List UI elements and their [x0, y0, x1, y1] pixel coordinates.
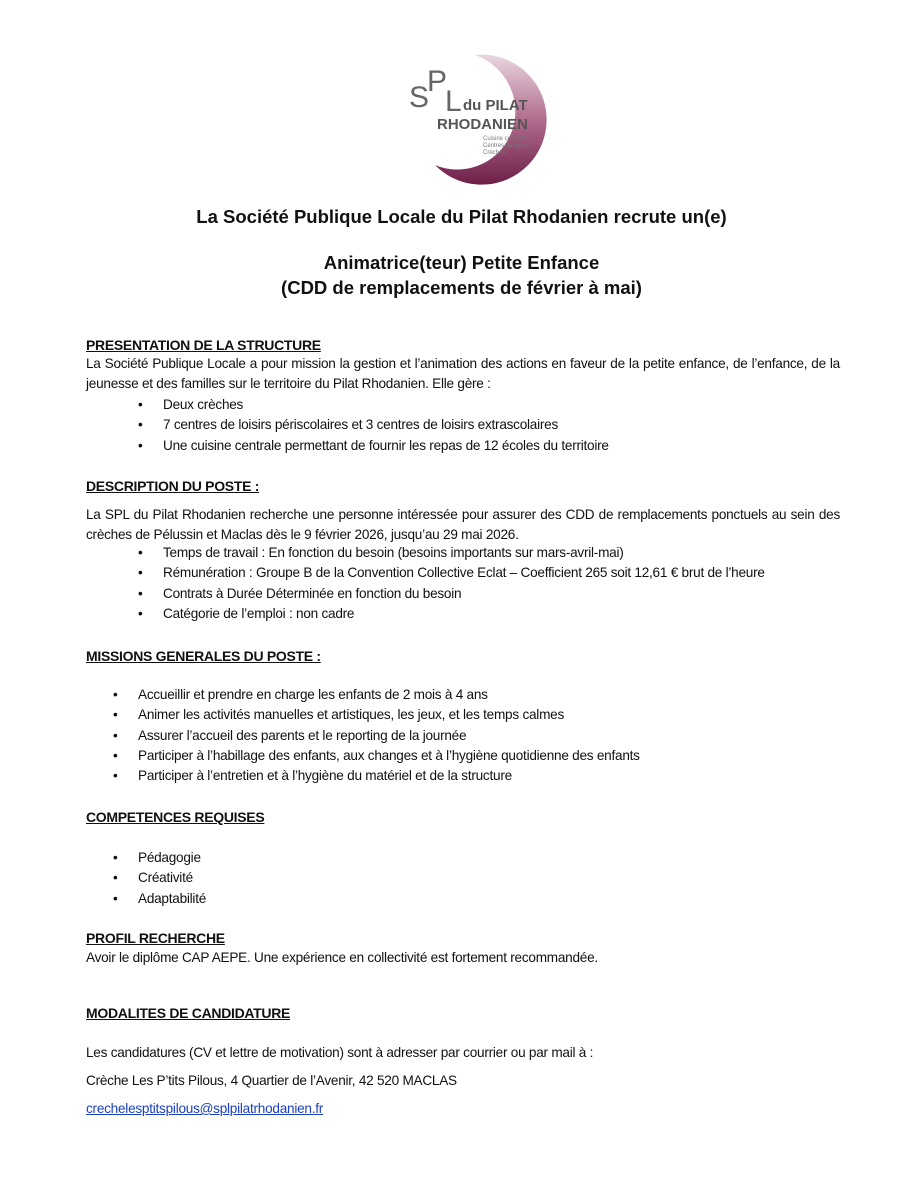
modalites-text: Les candidatures (CV et lettre de motivation) sont à adresser par courrier ou par mail à : [86, 1045, 594, 1060]
list-item: • Participer à l’entretien et à l’hygiène du matériel et de la structure [113, 768, 512, 784]
svg-text:RHODANIEN: RHODANIEN [437, 116, 528, 133]
description-text: La SPL du Pilat Rhodanien recherche une personne intéressée pour assurer des CDD de remplacements ponctuels au sein des crèches de Pélussin et Maclas dès le 9 février 2026, jusqu’au 29 mai 2026. [86, 507, 840, 542]
competences-list [113, 848, 207, 909]
list-item: • Contrats à Durée Déterminée en fonction du besoin [138, 585, 462, 601]
presentation-text: La Société Publique Locale a pour mission la gestion et l’animation des actions en faveur de la petite enfance, de l’enfance, de la jeunesse et des familles sur le territoire du Pilat Rhodanien. Elle gère : [86, 356, 840, 391]
svg-text:Crèches: Crèches [483, 150, 506, 156]
missions-heading: MISSIONS GENERALES DU POSTE : [86, 648, 321, 664]
svg-text:S: S [409, 81, 430, 114]
list-item: • Assurer l’accueil des parents et le reporting de la journée [113, 727, 467, 743]
svg-text:Cuisine centrale: Cuisine centrale [483, 136, 527, 142]
list-item: • Une cuisine centrale permettant de fournir les repas de 12 écoles du territoire [138, 437, 609, 453]
list-item: • Participer à l’habillage des enfants, aux changes et à l’hygiène quotidienne des enfants [113, 747, 640, 763]
list-item: • Temps de travail : En fonction du besoin (besoins importants sur mars-avril-mai) [138, 545, 624, 560]
main-title: La Société Publique Locale du Pilat Rhodanien recrute un(e) [196, 206, 727, 227]
svg-text:L: L [445, 85, 462, 118]
missions-list [113, 685, 640, 786]
job-subtitle: (CDD de remplacements de février à mai) [281, 277, 642, 298]
postal-address: Crèche Les P’tits Pilous, 4 Quartier de l’Avenir, 42 520 MACLAS [86, 1073, 457, 1088]
svg-text:P: P [427, 65, 448, 98]
email-link[interactable]: crechelesptitspilous@splpilatrhodanien.fr [86, 1101, 324, 1116]
spl-logo [395, 45, 555, 185]
list-item: • Pédagogie [113, 850, 201, 865]
svg-text:Centres de loisirs: Centres de loisirs [483, 143, 530, 149]
logo-crescent-icon [395, 45, 555, 185]
list-item: • Animer les activités manuelles et artistiques, les jeux, et les temps calmes [113, 707, 564, 723]
modalites-heading: MODALITES DE CANDIDATURE [86, 1005, 291, 1021]
competences-heading: COMPETENCES REQUISES [86, 809, 265, 825]
svg-text:du PILAT: du PILAT [463, 97, 528, 114]
list-item: • Deux crèches [138, 397, 244, 412]
list-item: • Catégorie de l’emploi : non cadre [138, 605, 355, 621]
description-heading: DESCRIPTION DU POSTE : [86, 478, 260, 494]
list-item: • Accueillir et prendre en charge les enfants de 2 mois à 4 ans [113, 687, 488, 702]
list-item: • Créativité [113, 870, 193, 886]
presentation-list [138, 395, 609, 456]
profil-text: Avoir le diplôme CAP AEPE. Une expérience en collectivité est fortement recommandée. [86, 950, 598, 965]
profil-heading: PROFIL RECHERCHE [86, 930, 225, 946]
description-list [138, 543, 765, 624]
list-item: • Adaptabilité [113, 890, 207, 906]
job-title: Animatrice(teur) Petite Enfance [323, 252, 600, 273]
list-item: • Rémunération : Groupe B de la Convention Collective Eclat – Coefficient 265 soit 12,61 € brut de l’heure [138, 565, 765, 581]
list-item: • 7 centres de loisirs périscolaires et 3 centres de loisirs extrascolaires [138, 417, 559, 433]
presentation-heading: PRESENTATION DE LA STRUCTURE [86, 337, 321, 353]
